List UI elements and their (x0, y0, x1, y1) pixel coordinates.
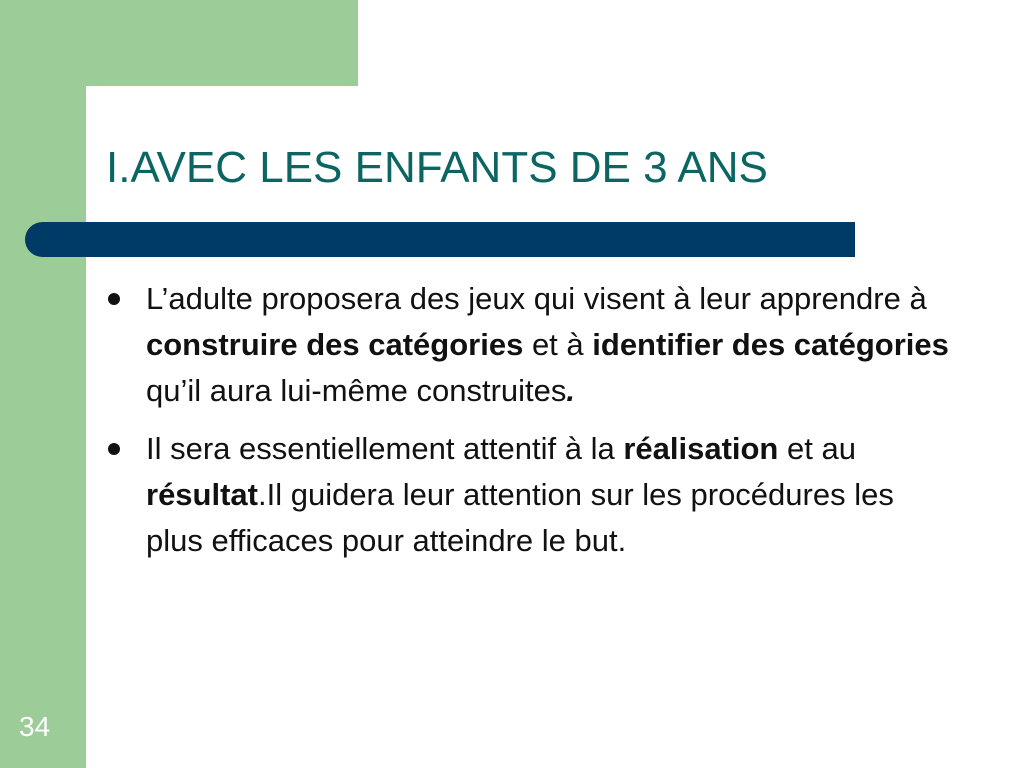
green-top-band (0, 0, 358, 86)
bullet-1-text-3: qu’il aura lui-même construites (146, 373, 567, 408)
bullet-1-text: L’adulte proposera des jeux qui visent à leur apprendre à (146, 281, 927, 316)
bullet-1-text-2: et à (523, 327, 593, 362)
bullet-1-end: . (566, 373, 576, 408)
rounded-corner (86, 86, 146, 146)
bullet-2-text-2: et au (778, 431, 856, 466)
bullet-2-text: Il sera essentiellement attentif à la (146, 431, 624, 466)
bullet-2-bold-2: résultat (146, 477, 258, 512)
title-underline-bar (25, 222, 855, 257)
bullet-1-bold-1: construire des catégories (146, 327, 524, 362)
bullet-list (106, 276, 951, 576)
bullet-2-text-3: .Il guidera leur attention sur les procédures les plus efficaces pour atteindre le but. (146, 477, 894, 558)
bullet-2-bold-1: réalisation (623, 431, 779, 466)
slide-number: 34 (19, 711, 51, 742)
bullet-1-bold-2: identifier des catégories (592, 327, 949, 362)
bullet-dot-icon (108, 443, 120, 455)
bullet-item-2 (106, 426, 951, 564)
bullet-item-1 (106, 276, 951, 414)
bullet-dot-icon (108, 293, 120, 305)
green-side-band (0, 0, 86, 768)
slide-title: I.AVEC LES ENFANTS DE 3 ANS (106, 143, 768, 192)
